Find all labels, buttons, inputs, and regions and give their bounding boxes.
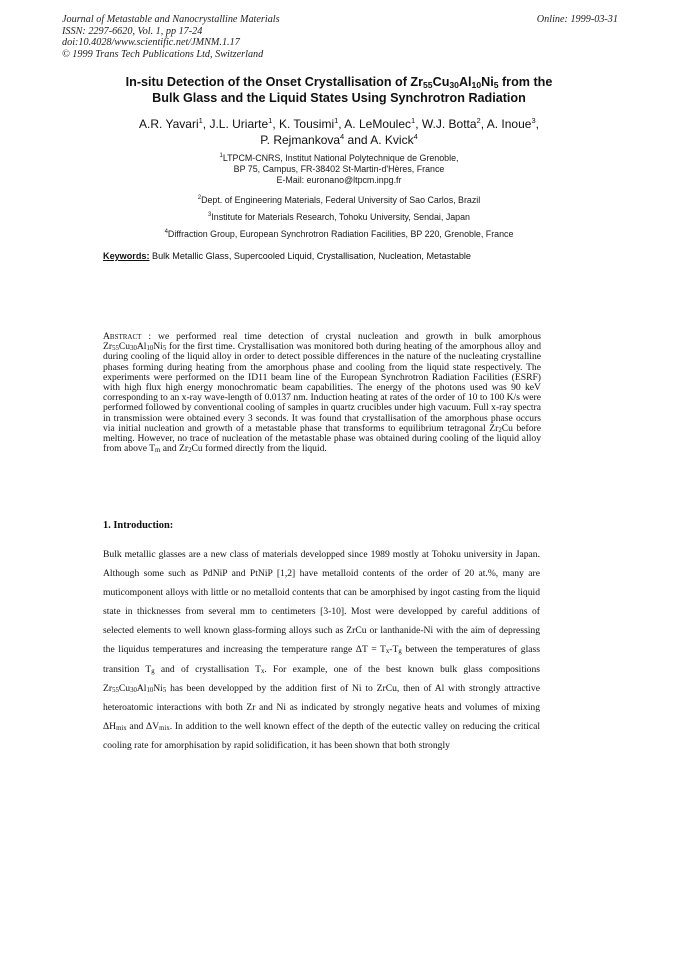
paper-title: [62, 74, 616, 106]
introduction-paragraph: Bulk metallic glasses are a new class of materials developped since 1989 mostly at Tohoku university in Japan. Although some such as PdNiP and PtNiP [1,2] have metalloid contents of the order of 20 at.%, many are muticomponent alloys with little or no metalloid contents that can be amorphised by ingot casting from the liquid state in thicknesses from several mm to centimeters [3-10]. Most were developped by careful additions of selected elements to well known glass-forming alloys such as ZrCu or lanthanide-Ni with the aim of depressing the liquidus temperatures and increasing the temperature range $\Delta T = T_x-T_g$ between the temperatures of glass transition $T_g$ and of crystallisation $T_x$. For example, one of the best known bulk glass compositions $Zr_{55}Cu_{30}Al_{10}Ni_5$ has been developped by the addition first of Ni to ZrCu, then of Al with strongly attractive heteroatomic interactions with both Zr and Ni as indicated by strongly negative heats and volumes of mixing $\Delta H_{mix}$ and $\Delta V_{mix}$. In addition to the well known effect of the depth of the eutectic valley on reducing the critical cooling rate for amorphisation by rapid solidification, it has been shown that both strongly: [103, 549, 540, 751]
affiliation-1: $^1$LTPCM-CNRS, Institut National Polytechnique de Grenoble, BP 75, Campus, FR-38402 St-Martin-d'Hères, France E-Mail: euronano@ltpcm.inpg.fr: [219, 153, 459, 185]
copyright-line: © 1999 Trans Tech Publications Ltd, Switzerland: [62, 48, 264, 60]
section-heading: 1. Introduction:: [103, 520, 174, 531]
author-list: A.R. Yavari$^1$, J.L. Uriarte$^1$, K. Tousimi$^1$, A. LeMoulec$^1$, W.J. Botta$^2$, A. Inoue$^3$, P. Rejmankova$^4$ and A. Kvick$^4$: [139, 116, 539, 147]
title-line1: In-situ Detection of the Onset Crystallisation of $Zr_{55}Cu_{30}Al_{10}Ni_5$ from the: [125, 75, 553, 90]
keywords-label: Keywords:: [103, 251, 150, 261]
issn-line: ISSN: 2297-6620, Vol. 1, pp 17-24: [62, 25, 203, 37]
abstract-label: Abstract: [103, 331, 142, 342]
keywords-line: [103, 251, 471, 261]
online-date: Online: 1999-03-31: [536, 14, 618, 25]
title-line2: Bulk Glass and the Liquid States Using Synchrotron Radiation: [152, 91, 526, 105]
affiliation-4: $^4$Diffraction Group, European Synchrotron Radiation Facilities, BP 220, Grenoble, France: [164, 229, 514, 239]
doi-line: doi:10.4028/www.scientific.net/JMNM.1.17: [62, 37, 240, 49]
affiliation-3: $^3$Institute for Materials Research, Tohoku University, Sendai, Japan: [208, 212, 470, 222]
keywords-text: Bulk Metallic Glass, Supercooled Liquid, Crystallisation, Nucleation, Metastable: [149, 251, 471, 261]
journal-name: Journal of Metastable and Nanocrystalline Materials: [62, 14, 280, 25]
affiliation-2: $^2$Dept. of Engineering Materials, Federal University of Sao Carlos, Brazil: [197, 195, 481, 205]
abstract-paragraph: Abstract : we performed real time detection of crystal nucleation and growth in bulk amorphous $Zr_{55}Cu_{30}Al_{10}Ni_5$ for the first time. Crystallisation was monitored both during heating of the amorphous alloy and during cooling of the liquid alloy in order to detect possible differences in the nature of the nucleating crystalline phases forming during heating from the amorphous phase and cooling from the liquid state respectively. The experiments were performed on the ID11 beam line of the European Synchrotron Radiation Facilities (ESRF) with high flux high energy monochromatic beam capabilities. The energy of the photons used was 90 keV corresponding to an x-ray wave-length of 0.0137 nm. Induction heating at rates of the order of 10 to 100 K/s were performed followed by conventional cooling of samples in quartz crucibles under high vacuum. Full x-ray spectra in transmission were obtained every 3 seconds. It was found that crystallisation of the amorphous phase occurs via initial nucleation and growth of a metastable phase that transforms to equilibrium tetragonal $Zr_2Cu$ before melting. However, no trace of nucleation of the metastable phase was obtained during cooling of the liquid alloy from above $T_m$ and $Zr_2Cu$ formed directly from the liquid.: [103, 331, 541, 455]
journal-header: [62, 14, 280, 60]
